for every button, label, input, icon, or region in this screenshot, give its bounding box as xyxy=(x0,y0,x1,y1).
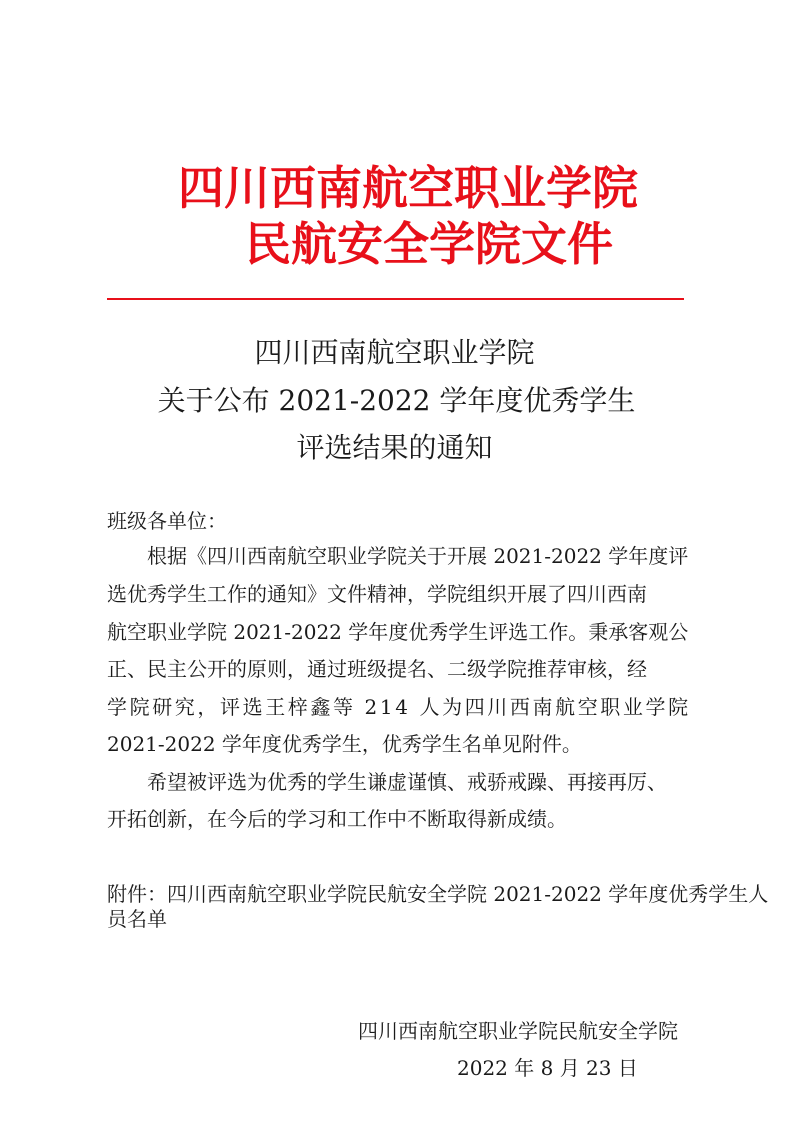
signature-organization: 四川西南航空职业学院民航安全学院 xyxy=(358,1019,678,1043)
attachment-note-line-1: 附件：四川西南航空职业学院民航安全学院 2021-2022 学年度优秀学生人 xyxy=(107,882,769,906)
paragraph-line: 根据《四川西南航空职业学院关于开展 2021-2022 学年度评 xyxy=(147,544,689,568)
paragraph-line: 开拓创新，在今后的学习和工作中不断取得新成绩。 xyxy=(107,807,567,831)
document-title-line-2: 关于公布 2021-2022 学年度优秀学生 xyxy=(157,384,636,417)
document-title-line-3: 评选结果的通知 xyxy=(296,431,493,464)
paragraph-line: 2021-2022 学年度优秀学生，优秀学生名单见附件。 xyxy=(107,732,582,756)
red-divider-rule xyxy=(107,298,684,300)
document-title-line-1: 四川西南航空职业学院 xyxy=(254,336,535,369)
paragraph-line: 选优秀学生工作的通知》文件精神，学院组织开展了四川西南 xyxy=(107,582,647,606)
paragraph-line: 航空职业学院 2021-2022 学年度优秀学生评选工作。秉承客观公 xyxy=(107,620,689,644)
paragraph-line: 学院研究，评选王梓鑫等 214 人为四川西南航空职业学院 xyxy=(107,695,691,719)
paragraph-line: 希望被评选为优秀的学生谦虚谨慎、戒骄戒躁、再接再厉、 xyxy=(147,770,667,794)
signature-date: 2022 年 8 月 23 日 xyxy=(457,1056,638,1080)
salutation: 班级各单位： xyxy=(107,509,227,533)
issuer-heading-line-2: 民航安全学院文件 xyxy=(245,217,613,271)
issuer-heading-line-1: 四川西南航空职业学院 xyxy=(178,161,638,215)
attachment-note-line-2: 员名单 xyxy=(107,907,167,931)
paragraph-line: 正、民主公开的原则，通过班级提名、二级学院推荐审核，经 xyxy=(107,657,647,681)
